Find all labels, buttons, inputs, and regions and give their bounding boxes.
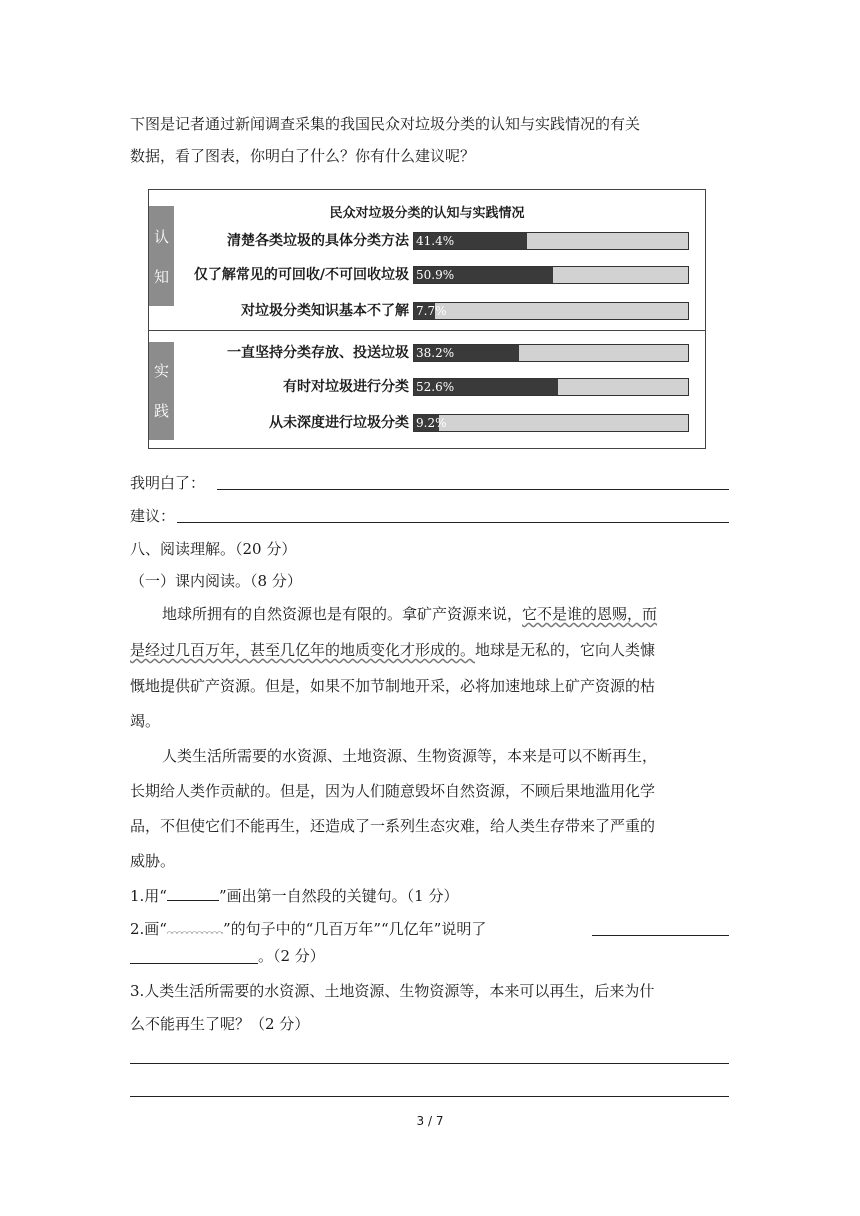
survey-bar-chart [148, 189, 706, 449]
passage-line: 品，不但使它们不能再生，还造成了一系列生态灾难，给人类生存带来了严重的 [130, 817, 656, 835]
group-char: 实 [153, 362, 169, 380]
bar-value-label: 50.9% [416, 268, 455, 282]
q2-answer-line-2[interactable] [130, 963, 258, 964]
intro-line-1: 下图是记者通过新闻调查采集的我国民众对垃圾分类的认知与实践情况的有关 [130, 115, 641, 133]
straight-line-sample [167, 887, 219, 901]
chart-title: 民众对垃圾分类的认知与实践情况 [329, 206, 525, 221]
passage-text: 地球是无私的，它向人类慷 [475, 641, 656, 659]
group-label-practice [149, 342, 174, 440]
wavy-underlined-text: 它不是谁的恩赐，而 [522, 605, 658, 623]
passage-line: 竭。 [130, 712, 161, 730]
understood-answer-line[interactable] [217, 489, 729, 490]
question-text: ”的句子中的“几百万年”“几亿年”说明了 [222, 920, 487, 938]
bar-label: 对垃圾分类知识基本不了解 [241, 303, 409, 319]
suggestion-answer-line[interactable] [177, 522, 729, 523]
question-3-line-1: 3.人类生活所需要的水资源、土地资源、生物资源等，本来可以再生，后来为什 [130, 982, 655, 1000]
wavy-line-sample [167, 921, 223, 934]
passage-line: 长期给人类作贡献的。但是，因为人们随意毁坏自然资源，不顾后果地滥用化学 [130, 782, 656, 800]
bar-value-label: 9.2% [416, 416, 447, 430]
question-2 [130, 919, 486, 939]
section-heading: 八、阅读理解。（20 分） [130, 540, 297, 558]
passage-line [130, 640, 655, 660]
passage-text: 地球所拥有的自然资源也是有限的。拿矿产资源来说， [162, 605, 523, 623]
bar-track [413, 266, 689, 284]
question-text: 2.画“ [130, 920, 167, 938]
question-text: ”画出第一自然段的关键句。（1 分） [218, 887, 459, 905]
passage-line: 慨地提供矿产资源。但是，如果不加节制地开采，必将加速地球上矿产资源的枯 [130, 677, 656, 695]
bar-value-label: 38.2% [416, 346, 455, 360]
question-3-line-2: 么不能再生了呢？（2 分） [130, 1015, 310, 1033]
q3-answer-line-2[interactable] [130, 1096, 729, 1097]
bar-value-label: 7.7% [416, 304, 447, 318]
bar-label: 一直坚持分类存放、投送垃圾 [227, 345, 409, 361]
subsection-heading: （一）课内阅读。（8 分） [130, 572, 302, 590]
bar-track [413, 344, 689, 362]
bar-track [413, 232, 689, 250]
passage-line: 威胁。 [130, 852, 176, 870]
group-label-cognition [149, 206, 174, 306]
bar-value-label: 52.6% [416, 380, 455, 394]
group-char: 认 [153, 228, 169, 246]
bar-track [413, 414, 689, 432]
bar-label: 有时对垃圾进行分类 [283, 379, 409, 395]
bar-label: 清楚各类垃圾的具体分类方法 [227, 233, 409, 249]
group-char: 践 [153, 402, 169, 420]
group-char: 知 [153, 268, 169, 286]
passage-line: 人类生活所需要的水资源、土地资源、生物资源等，本来是可以不断再生， [162, 747, 658, 765]
bar-label: 从未深度进行垃圾分类 [269, 415, 409, 431]
q2-answer-line-1[interactable] [592, 935, 729, 936]
page-number: 3 / 7 [416, 1114, 444, 1128]
passage-line [162, 604, 657, 624]
bar-track [413, 378, 689, 396]
bar-value-label: 41.4% [416, 234, 455, 248]
intro-line-2: 数据，看了图表，你明白了什么？你有什么建议呢？ [130, 147, 476, 165]
understood-label: 我明白了： [130, 474, 206, 492]
bar-label: 仅了解常见的可回收/不可回收垃圾 [193, 267, 409, 283]
bar-track [413, 302, 689, 320]
wavy-underlined-text: 是经过几百万年，甚至几亿年的地质变化才形成的。 [130, 641, 476, 659]
q3-answer-line-1[interactable] [130, 1063, 729, 1064]
question-1 [130, 886, 458, 906]
suggestion-label: 建议： [130, 507, 176, 525]
question-text: 1.用“ [130, 887, 167, 905]
group-divider [149, 330, 705, 331]
question-text: 。（2 分） [258, 947, 325, 965]
